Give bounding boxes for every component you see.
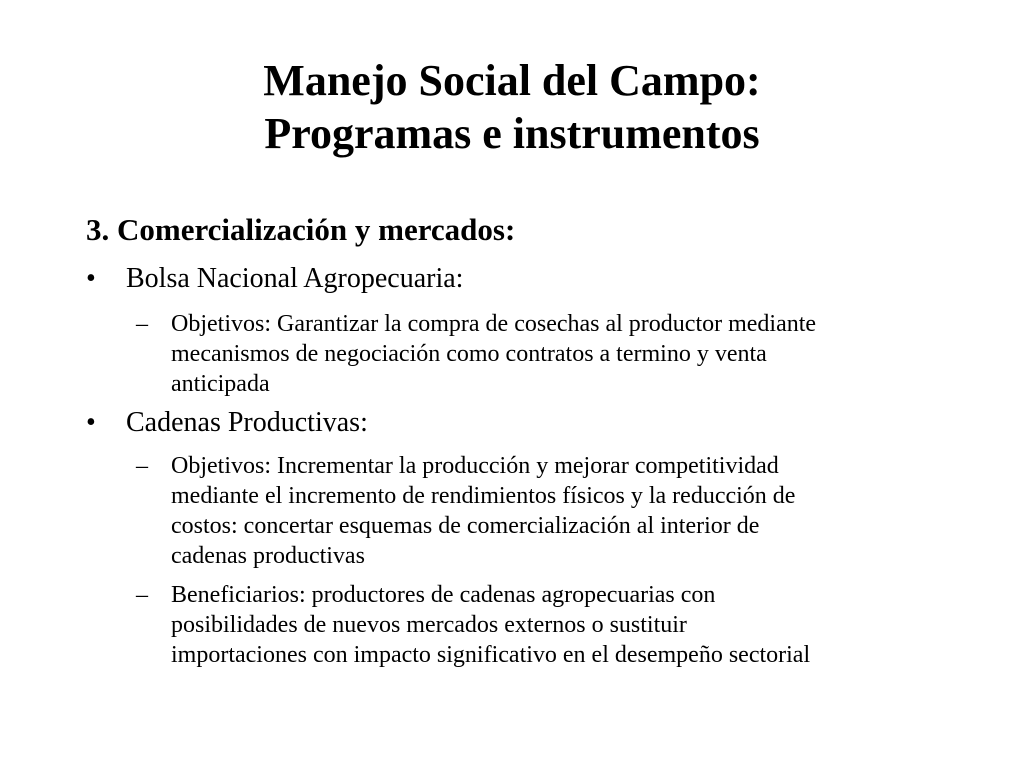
sub-item-text — [171, 451, 956, 571]
sub-item-marker: – — [136, 311, 148, 337]
sub-item-line: Beneficiarios: productores de cadenas agropecuarias con — [171, 582, 716, 608]
sub-item-line: mediante el incremento de rendimientos físicos y la reducción de — [171, 483, 796, 509]
sub-item-line: Objetivos: Garantizar la compra de cosechas al productor mediante — [171, 311, 817, 337]
sub-item-line: anticipada — [171, 371, 270, 397]
sub-item-line: posibilidades de nuevos mercados externos o sustituir — [171, 612, 687, 638]
sub-item-text — [171, 309, 956, 399]
sub-item-line: cadenas productivas — [171, 543, 365, 569]
sub-item-cadenas-objetivos — [136, 451, 956, 571]
section-heading: 3. Comercialización y mercados: — [86, 212, 516, 247]
bullet-marker: • — [86, 263, 96, 294]
slide-title — [0, 54, 1024, 160]
sub-item-bolsa-objetivos — [136, 309, 956, 399]
bullet-label: Bolsa Nacional Agropecuaria: — [126, 263, 464, 294]
sub-item-line: mecanismos de negociación como contratos a termino y venta — [171, 341, 767, 367]
title-line-2: Programas e instrumentos — [264, 109, 760, 158]
sub-item-marker: – — [136, 582, 148, 608]
sub-item-line: costos: concertar esquemas de comercialización al interior de — [171, 513, 760, 539]
sub-item-marker: – — [136, 453, 148, 479]
sub-item-text — [171, 580, 956, 670]
sub-item-cadenas-beneficiarios — [136, 580, 956, 670]
bullet-label: Cadenas Productivas: — [126, 407, 368, 438]
sub-item-line: Objetivos: Incrementar la producción y mejorar competitividad — [171, 453, 779, 479]
title-line-1: Manejo Social del Campo: — [263, 56, 761, 105]
bullet-marker: • — [86, 407, 96, 438]
sub-item-line: importaciones con impacto significativo en el desempeño sectorial — [171, 642, 811, 668]
